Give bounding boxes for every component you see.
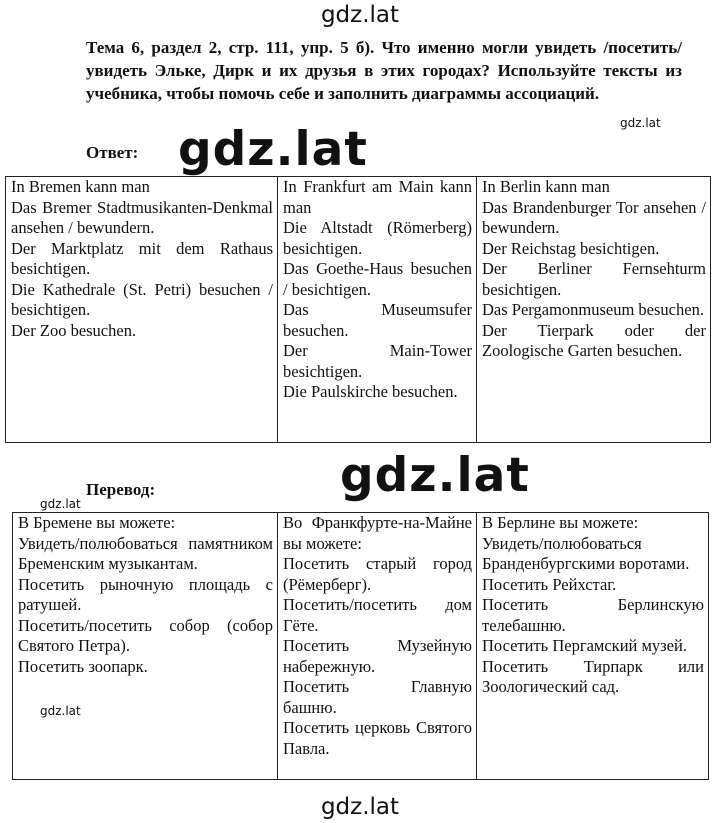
cell-paragraph: In Bremen kann man [11,177,150,196]
cell-paragraph: Der Main-Tower besichtigen. [283,341,472,381]
cell-paragraph: Увидеть/полюбоваться памятником Бременским музыкантам. [18,533,273,573]
cell-paragraph: Der Reichstag besichtigen. [482,238,660,258]
watermark-small: gdz.lat [40,497,81,511]
cell-paragraph: Посетить Рейхстаг. [482,574,617,594]
cell-paragraph: In Berlin kann man [482,177,610,196]
answer-table-row [6,177,711,443]
translation-cell-frankfurt [278,513,477,780]
cell-paragraph: Посетить Главную башню. [283,677,472,717]
cell-paragraph: Посетить/посетить дом Гёте. [283,595,472,635]
cell-paragraph: Посетить Музейную набережную. [283,636,472,676]
cell-paragraph: Посетить старый город (Рёмерберг). [283,554,472,594]
cell-paragraph: Der Marktplatz mit dem Rathaus besichtigen. [11,238,273,278]
cell-paragraph: Das Museumsufer besuchen. [283,300,472,340]
translation-table-row [13,513,709,780]
cell-paragraph: Das Brandenburger Tor ansehen / bewundern. [482,197,706,237]
cell-paragraph: Посетить Тирпарк или Зоологический сад. [482,656,704,696]
cell-paragraph: Посетить церковь Святого Павла. [283,718,472,758]
cell-paragraph: Der Zoo besuchen. [11,320,137,340]
cell-paragraph: Посетить зоопарк. [18,656,148,676]
answer-table [5,176,711,443]
watermark-bottom: gdz.lat [320,794,400,820]
cell-paragraph: Die Paulskirche besuchen. [283,382,458,401]
answer-label: Ответ: [86,143,139,162]
cell-paragraph: Der Berliner Fernsehturm besichtigen. [482,259,706,299]
translation-label: Перевод: [86,480,156,499]
cell-paragraph: Das Bremer Stadtmusikanten-Denkmal ansehen / bewundern. [11,197,273,237]
watermark-top: gdz.lat [320,2,400,28]
cell-paragraph: In Frankfurt am Main kann man [283,177,472,217]
answer-cell-bremen [6,177,278,443]
translation-cell-bremen [13,513,278,780]
cell-paragraph: Das Pergamonmuseum besuchen. [482,300,704,319]
cell-paragraph: Посетить/посетить собор (собор Святого Петра). [18,615,273,655]
translation-table [12,512,709,780]
watermark-small: gdz.lat [620,116,661,130]
cell-paragraph: В Бремене вы можете: [18,513,176,532]
cell-paragraph: Посетить рыночную площадь с ратушей. [18,574,273,614]
cell-paragraph: Die Kathedrale (St. Petri) besuchen / besichtigen. [11,279,273,319]
translation-cell-berlin [477,513,709,780]
cell-paragraph: Посетить Пергамский музей. [482,636,687,655]
task-heading: Тема 6, раздел 2, стр. 111, упр. 5 б). Что именно могли увидеть /посетить/увидеть Эльке, Дирк и их друзья в этих городах? Используйте тексты из учебника, чтобы помочь себе и заполнить диаграммы ассоциаций. [86,38,682,103]
cell-paragraph: В Берлине вы можете: [482,513,639,532]
cell-paragraph: Во Франкфурте-на-Майне вы можете: [283,513,472,553]
cell-paragraph: Das Goethe-Haus besuchen / besichtigen. [283,259,472,299]
answer-cell-frankfurt [278,177,477,443]
answer-cell-berlin [477,177,711,443]
watermark-small: gdz.lat [40,704,81,718]
watermark-large: gdz.lat [340,448,530,503]
cell-paragraph: Die Altstadt (Römerberg) besichtigen. [283,218,472,258]
cell-paragraph: Увидеть/полюбоваться Бранденбургскими воротами. [482,533,690,573]
cell-paragraph: Der Tierpark oder der Zoologische Garten besuchen. [482,320,706,360]
watermark-large: gdz.lat [178,122,368,177]
cell-paragraph: Посетить Берлинскую телебашню. [482,595,704,635]
